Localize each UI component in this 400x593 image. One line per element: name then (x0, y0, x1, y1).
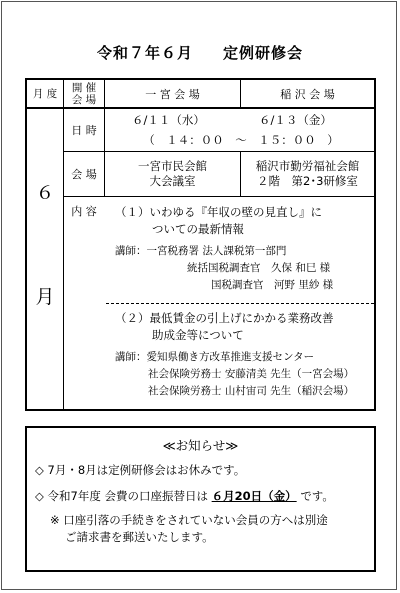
place-inazawa-line2: ２階 第2･3研修室 (257, 174, 358, 188)
page-title (0, 42, 400, 63)
topic1-title-line2: ついての最新情報 (152, 222, 244, 236)
topic2-lecturer-line3: 社会保険労務士 山村宙司 先生（稲沢会場） (148, 385, 355, 397)
place-ichinomiya (105, 153, 240, 195)
topic2-lecturer-line1: 講師：愛知県働き方改革推進支援センター (115, 351, 315, 363)
label-content: 内 容 (71, 205, 97, 218)
title-sub: 定例研修会 (223, 44, 304, 62)
place-ichinomiya-line2: 大会議室 (149, 174, 196, 188)
header-venue (64, 80, 104, 107)
header-inazawa: 稲 沢 会 場 (280, 87, 335, 101)
notice-item-2-prefix: ◇ 令和7年度 会費の口座振替日は (35, 489, 208, 503)
notice-box (25, 426, 376, 572)
notice-note-line2: ご請求書を郵送いたします。 (65, 530, 214, 544)
topic2-title-line2: 助成金等について (152, 328, 244, 342)
label-place: 会 場 (71, 168, 97, 181)
topic1-lecturer-line3: 国税調査官 河野 里紗 様 (211, 279, 334, 291)
place-ichinomiya-line1: 一宮市民会館 (138, 159, 207, 173)
month-char: 月 (35, 285, 55, 308)
notice-item-2-suffix: です。 (300, 489, 334, 503)
header-venue-line2: 会 場 (71, 93, 97, 106)
place-inazawa (241, 153, 374, 195)
schedule-table (25, 78, 376, 411)
notice-title: ≪お知らせ≫ (162, 438, 239, 453)
header-ichinomiya: 一 宮 会 場 (145, 87, 200, 101)
label-datetime: 日 時 (71, 124, 97, 137)
header-month: 月 度 (32, 87, 58, 100)
topic2-title-line1: （２）最低賃金の引上げにかかる業務改善 (115, 311, 334, 325)
notice-note-line1: ※ 口座引落の手続きをされていない会員の方へは別途 (50, 513, 328, 527)
divider-datetime (63, 151, 374, 152)
topic1-lecturer-line1: 講師：一宮税務署 法人課税第一部門 (115, 245, 287, 257)
notice-item-2 (35, 488, 334, 504)
time-range: （ １４：００ ～ １５：００ ） (143, 133, 339, 147)
header-venue-line1: 開 催 (71, 81, 97, 94)
title-main: 令和７年６月 (96, 44, 193, 62)
divider-topics (106, 303, 374, 304)
topic1-title-line1: （１）いわゆる『年収の壁の見直し』に (115, 205, 322, 219)
notice-item-1: ◇ 7月・8月は定例研修会はお休みです。 (35, 463, 246, 477)
topic1-lecturer-line2: 統括国税調査官 久保 和巳 様 (187, 262, 331, 274)
date-ichinomiya: ６/１１（水） (132, 113, 205, 127)
notice-payment-date: ６月20日（金） (211, 489, 297, 503)
divider-place (63, 196, 374, 197)
month-digit: ６ (35, 181, 55, 204)
place-inazawa-line1: 稲沢市勤労福祉会館 (255, 159, 360, 173)
date-inazawa: ６/１３（金） (259, 113, 332, 127)
topic2-lecturer-line2: 社会保険労務士 安藤清美 先生（一宮会場） (148, 368, 355, 380)
